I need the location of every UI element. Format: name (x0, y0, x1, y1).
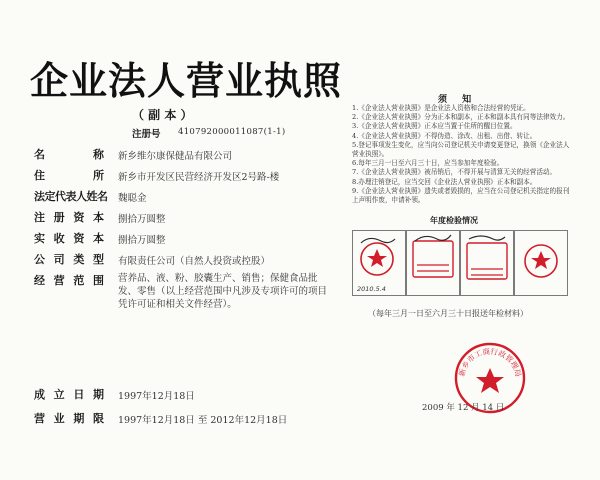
annual-inspection-title: 年度检验情况 (430, 216, 478, 225)
registered-capital-label: 注 册 资 本 (34, 211, 104, 224)
inspection-stamp-icon (515, 231, 567, 283)
notice-item: 4.《企业法人营业执照》不得伪造、涂改、出租、出借、转让。 (352, 131, 537, 140)
inspection-box (514, 230, 568, 296)
established-date-value: 1997年12月18日 (118, 391, 195, 402)
notice-item: 5.登记事项发生变化，应当向公司登记机关申请变更登记，换领《企业法人营业执照》。 (352, 140, 570, 159)
inspection-stamp-date: 2010.5.4 (357, 285, 386, 293)
paid-in-capital-label: 实 收 资 本 (34, 232, 104, 245)
inspection-stamp-icon (461, 231, 513, 283)
company-type-value: 有限责任公司（自然人投资或控股） (118, 256, 271, 267)
address-label: 住 所 (34, 169, 104, 182)
business-scope-label: 经 营 范 围 (34, 274, 104, 287)
registered-capital-value: 捌拾万圆整 (118, 214, 166, 225)
address-value: 新乡市开发区民营经济开发区2号路-楼 (118, 172, 280, 183)
business-term-label: 营 业 期 限 (34, 412, 104, 425)
notice-item: 9.《企业法人营业执照》遗失或者毁损的，应当在公司登记机关指定的报刊上声明作废，申请补领。 (352, 186, 570, 205)
notice-item: 1.《企业法人营业执照》是企业法人资格和合法经营的凭证。 (352, 104, 530, 112)
established-date-label: 成 立 日 期 (34, 388, 104, 401)
notice-item: 3.《企业法人营业执照》正本应当置于住所的醒目位置。 (352, 122, 517, 131)
inspection-box (460, 230, 514, 296)
inspection-stamp-icon (407, 231, 459, 283)
notice-item: 2.《企业法人营业执照》分为正本和副本，正本和副本具有同等法律效力。 (352, 113, 570, 122)
inspection-box (406, 230, 460, 296)
notice-list (352, 104, 572, 205)
company-type-label: 公 司 类 型 (34, 253, 104, 266)
inspection-stamp-icon (353, 231, 405, 283)
legal-representative-value: 魏聪金 (118, 193, 147, 204)
license-subtitle: （ 副 本 ） (132, 108, 193, 122)
name-label: 名 称 (34, 148, 104, 161)
license-title: 企业法人营业执照 (30, 59, 343, 103)
legal-representative-label: 法定代表人姓名 (34, 190, 108, 203)
inspection-box (352, 230, 406, 296)
registration-number-label: 注册号 (132, 129, 161, 140)
business-scope-value: 营养品、液、粉、胶囊生产、销售；保健食品批发、零售（以上经营范围中凡涉及专项许可的项目凭许可证和相关文件经营）。 (118, 273, 328, 310)
notice-item: 7.《企业法人营业执照》被吊销后，不得开展与清算无关的经营活动。 (352, 168, 557, 177)
paid-in-capital-value: 捌拾万圆整 (118, 235, 166, 246)
issue-date: 2009 年 12 月 14 日 (422, 403, 505, 413)
svg-text:新乡市工商行政管理局: 新乡市工商行政管理局 (457, 346, 523, 378)
business-term-value: 1997年12月18日 至 2012年12月18日 (118, 415, 288, 426)
name-value: 新乡维尔康保健品有限公司 (118, 151, 233, 162)
registration-number: 410792000011087(1-1) (178, 127, 286, 137)
notice-item: 6.每年三月一日至六月三十日，应当参加年度检验。 (352, 159, 504, 168)
notice-item: 8.办理注销登记，应当交回《企业法人营业执照》正本和副本。 (352, 177, 537, 186)
annual-inspection-grid (352, 230, 568, 300)
annual-inspection-note: （每年三月一日至六月三十日报送年检材料） (368, 309, 528, 318)
notice-title: 须 知 (438, 95, 478, 105)
